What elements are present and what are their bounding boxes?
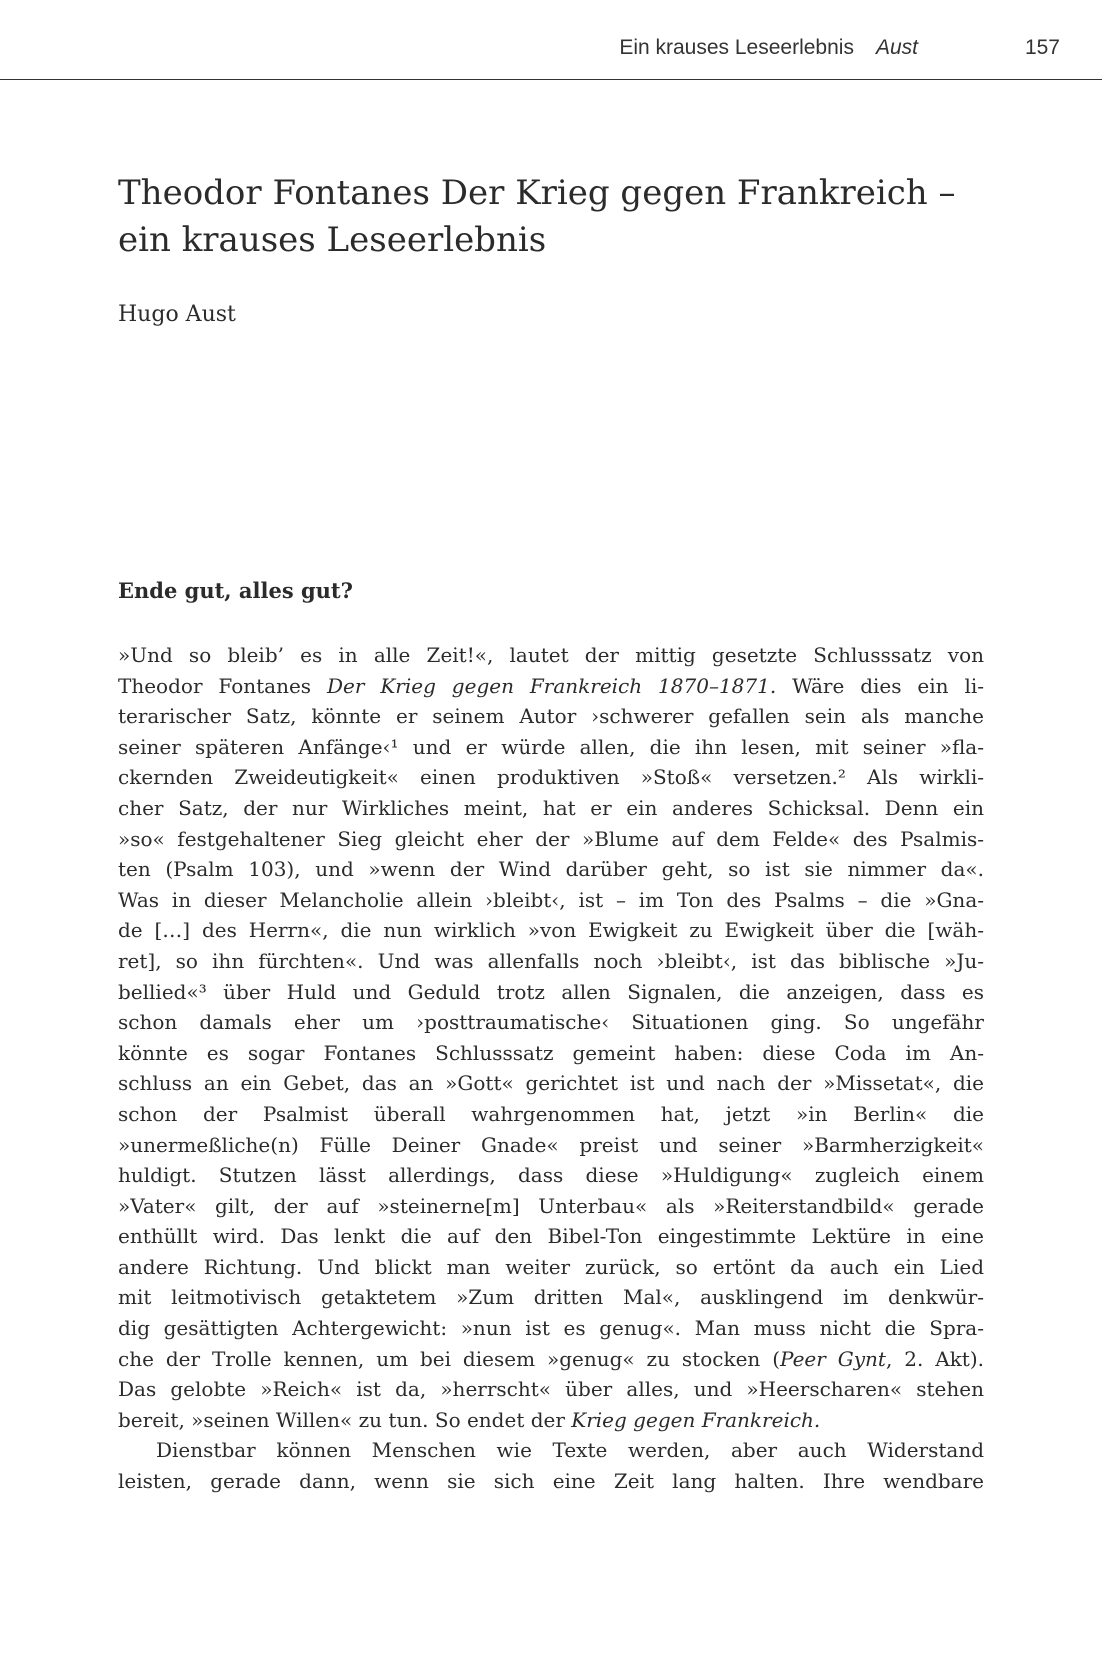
chapter-title-line-1: Theodor Fontanes Der Krieg gegen Frankreich – <box>118 173 956 213</box>
text-line: ckernden Zweideutigkeit« einen produktiven »Stoß« versetzen.² Als wirkli- <box>118 765 984 790</box>
text-line: Dienstbar können Menschen wie Texte werden, aber auch Widerstand <box>156 1438 984 1463</box>
text-line: bereit, »seinen Willen« zu tun. So endet der Krieg gegen Frankreich. <box>118 1407 821 1432</box>
section-heading: Ende gut, alles gut? <box>118 578 353 603</box>
text-line: de […] des Herrn«, die nun wirklich »von Ewigkeit zu Ewigkeit über die [wäh- <box>118 918 984 943</box>
body-text <box>118 640 984 1497</box>
running-head-author: Aust <box>875 36 918 59</box>
text-line: leisten, gerade dann, wenn sie sich eine Zeit lang halten. Ihre wendbare <box>118 1469 984 1494</box>
text-line: schon damals eher um ›posttraumatische‹ Situationen ging. So ungefähr <box>118 1010 984 1035</box>
text-line: schon der Psalmist überall wahrgenommen hat, jetzt »in Berlin« die <box>118 1101 984 1126</box>
text-line: »unermeßliche(n) Fülle Deiner Gnade« preist und seiner »Barmherzigkeit« <box>118 1132 984 1157</box>
text-line: seiner späteren Anfänge‹¹ und er würde allen, die ihn lesen, mit seiner »fla- <box>118 734 984 759</box>
text-line: Was in dieser Melancholie allein ›bleibt‹, ist – im Ton des Psalms – die »Gna- <box>118 887 984 912</box>
chapter-title-line-2: ein krauses Leseerlebnis <box>118 220 547 260</box>
text-line: »so« festgehaltener Sieg gleicht eher der »Blume auf dem Felde« des Psalmis- <box>118 826 984 851</box>
text-line: ten (Psalm 103), und »wenn der Wind darüber geht, so ist sie nimmer da«. <box>118 857 984 882</box>
text-line: cher Satz, der nur Wirkliches meint, hat er ein anderes Schicksal. Denn ein <box>118 795 984 820</box>
text-line: Theodor Fontanes Der Krieg gegen Frankreich 1870–1871. Wäre dies ein li- <box>118 673 985 698</box>
text-line: terarischer Satz, könnte er seinem Autor ›schwerer gefallen sein als manche <box>118 704 984 729</box>
text-line: Das gelobte »Reich« ist da, »herrscht« über alles, und »Heerscharen« stehen <box>118 1377 984 1402</box>
chapter-title <box>118 170 1018 264</box>
page-number: 157 <box>1024 36 1060 59</box>
italic-title: Der Krieg gegen Frankreich 1870–1871. <box>327 673 777 698</box>
running-head-title-group <box>619 36 918 60</box>
text-line: bellied«³ über Huld und Geduld trotz allen Signalen, die anzeigen, dass es <box>118 979 984 1004</box>
text-line: che der Trolle kennen, um bei diesem »genug« zu stocken (Peer Gynt, 2. Akt). <box>118 1346 985 1371</box>
text-line: schluss an ein Gebet, das an »Gott« gerichtet ist und nach der »Missetat«, die <box>118 1071 984 1096</box>
italic-title: Peer Gynt <box>780 1346 886 1371</box>
text-line: mit leitmotivisch getaktetem »Zum dritten Mal«, ausklingend im denkwür- <box>118 1285 984 1310</box>
text-line: andere Richtung. Und blickt man weiter zurück, so ertönt da auch ein Lied <box>118 1254 984 1279</box>
italic-title: Krieg gegen Frankreich. <box>571 1407 821 1432</box>
running-head <box>0 0 1102 80</box>
author-name: Hugo Aust <box>118 302 236 327</box>
text-line: könnte es sogar Fontanes Schlusssatz gemeint haben: diese Coda im An- <box>118 1040 984 1065</box>
text-line: »Vater« gilt, der auf »steinerne[m] Unterbau« als »Reiterstandbild« gerade <box>118 1193 984 1218</box>
text-line: enthüllt wird. Das lenkt die auf den Bibel-Ton eingestimmte Lektüre in eine <box>118 1224 984 1249</box>
text-line: huldigt. Stutzen lässt allerdings, dass diese »Huldigung« zugleich einem <box>118 1163 984 1188</box>
text-line: »Und so bleib’ es in alle Zeit!«, lautet der mittig gesetzte Schlusssatz von <box>118 643 984 667</box>
running-head-title: Ein krauses Leseerlebnis <box>619 36 854 59</box>
text-line: dig gesättigten Achtergewicht: »nun ist es genug«. Man muss nicht die Spra- <box>118 1316 984 1341</box>
text-line: ret], so ihn fürchten«. Und was allenfalls noch ›bleibt‹, ist das biblische »Ju- <box>118 948 984 973</box>
